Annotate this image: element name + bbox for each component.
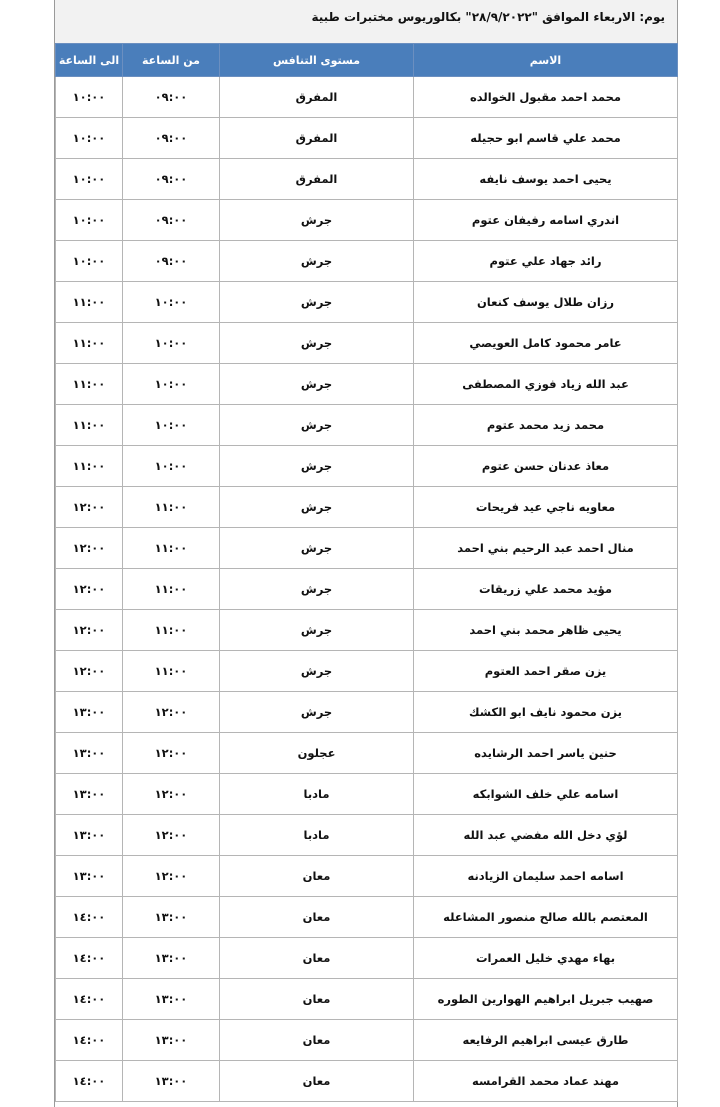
cell-name: محمد علي قاسم ابو حجيله <box>414 118 678 159</box>
cell-from-time: ١١:٠٠ <box>123 528 220 569</box>
cell-level: المفرق <box>220 159 414 200</box>
cell-to-time: ١٢:٠٠ <box>56 528 123 569</box>
table-row <box>56 159 678 200</box>
table-row <box>56 323 678 364</box>
table-row <box>56 1061 678 1102</box>
cell-from-time: ١٠:٠٠ <box>123 282 220 323</box>
cell-level: معان <box>220 1020 414 1061</box>
cell-name: اسامه علي خلف الشوابكه <box>414 774 678 815</box>
cell-to-time: ١٤:٠٠ <box>56 1020 123 1061</box>
table-row <box>56 979 678 1020</box>
cell-from-time: ١٠:٠٠ <box>123 405 220 446</box>
cell-from-time: ٠٩:٠٠ <box>123 118 220 159</box>
cell-level: جرش <box>220 487 414 528</box>
cell-to-time: ١٣:٠٠ <box>56 733 123 774</box>
cell-level: جرش <box>220 528 414 569</box>
table-row <box>56 938 678 979</box>
cell-level: معان <box>220 856 414 897</box>
cell-level: جرش <box>220 610 414 651</box>
cell-name: لؤي دخل الله مفضي عبد الله <box>414 815 678 856</box>
cell-name: رزان طلال يوسف كنعان <box>414 282 678 323</box>
cell-from-time: ١١:٠٠ <box>123 487 220 528</box>
cell-level: المفرق <box>220 118 414 159</box>
cell-from-time: ٠٩:٠٠ <box>123 159 220 200</box>
table-row <box>56 528 678 569</box>
table-row <box>56 856 678 897</box>
table-row <box>56 733 678 774</box>
cell-from-time: ١١:٠٠ <box>123 610 220 651</box>
cell-name: اندري اسامه رفيفان عتوم <box>414 200 678 241</box>
cell-to-time: ١٣:٠٠ <box>56 856 123 897</box>
table-row <box>56 692 678 733</box>
schedule-sheet <box>54 0 678 1107</box>
cell-name: المعتصم بالله صالح منصور المشاعله <box>414 897 678 938</box>
cell-name: طارق عيسى ابراهيم الرفايعه <box>414 1020 678 1061</box>
cell-from-time: ١١:٠٠ <box>123 569 220 610</box>
cell-from-time: ١٠:٠٠ <box>123 446 220 487</box>
table-row <box>56 815 678 856</box>
cell-from-time: ١٢:٠٠ <box>123 692 220 733</box>
cell-level: المفرق <box>220 77 414 118</box>
cell-level: جرش <box>220 446 414 487</box>
cell-level: جرش <box>220 200 414 241</box>
header-level: مستوى التنافس <box>220 44 414 77</box>
cell-level: معان <box>220 938 414 979</box>
cell-from-time: ١٢:٠٠ <box>123 815 220 856</box>
table-row <box>56 118 678 159</box>
cell-name: عبد الله زياد فوزي المصطفى <box>414 364 678 405</box>
cell-to-time: ١١:٠٠ <box>56 323 123 364</box>
cell-to-time: ١٤:٠٠ <box>56 1061 123 1102</box>
cell-to-time: ١٢:٠٠ <box>56 651 123 692</box>
title-row <box>55 0 677 44</box>
cell-from-time: ١٢:٠٠ <box>123 733 220 774</box>
cell-level: جرش <box>220 241 414 282</box>
cell-level: جرش <box>220 364 414 405</box>
cell-from-time: ٠٩:٠٠ <box>123 200 220 241</box>
cell-level: معان <box>220 897 414 938</box>
cell-level: معان <box>220 979 414 1020</box>
cell-from-time: ١٢:٠٠ <box>123 774 220 815</box>
cell-name: معاذ عدنان حسن عتوم <box>414 446 678 487</box>
cell-to-time: ١١:٠٠ <box>56 282 123 323</box>
cell-name: رائد جهاد علي عتوم <box>414 241 678 282</box>
cell-to-time: ١١:٠٠ <box>56 364 123 405</box>
cell-name: صهيب جبريل ابراهيم الهوارين الطوره <box>414 979 678 1020</box>
cell-name: بهاء مهدي خليل العمرات <box>414 938 678 979</box>
table-row <box>56 569 678 610</box>
cell-to-time: ١٢:٠٠ <box>56 610 123 651</box>
cell-from-time: ٠٩:٠٠ <box>123 77 220 118</box>
cell-name: يحيى ظاهر محمد بني احمد <box>414 610 678 651</box>
cell-name: يزن محمود نايف ابو الكشك <box>414 692 678 733</box>
table-row <box>56 1020 678 1061</box>
cell-level: معان <box>220 1061 414 1102</box>
cell-to-time: ١٠:٠٠ <box>56 118 123 159</box>
cell-level: جرش <box>220 692 414 733</box>
table-body <box>56 77 678 1102</box>
table-row <box>56 405 678 446</box>
cell-to-time: ١١:٠٠ <box>56 405 123 446</box>
table-row <box>56 651 678 692</box>
cell-name: منال احمد عبد الرحيم بني احمد <box>414 528 678 569</box>
cell-to-time: ١٠:٠٠ <box>56 159 123 200</box>
cell-level: مادبا <box>220 815 414 856</box>
cell-from-time: ١٠:٠٠ <box>123 323 220 364</box>
cell-name: محمد احمد مقبول الخوالده <box>414 77 678 118</box>
cell-from-time: ١٣:٠٠ <box>123 897 220 938</box>
cell-to-time: ١١:٠٠ <box>56 446 123 487</box>
cell-level: مادبا <box>220 774 414 815</box>
table-row <box>56 487 678 528</box>
header-row <box>56 44 678 77</box>
cell-level: جرش <box>220 569 414 610</box>
cell-to-time: ١٣:٠٠ <box>56 774 123 815</box>
cell-to-time: ١٢:٠٠ <box>56 569 123 610</box>
cell-to-time: ١٠:٠٠ <box>56 241 123 282</box>
cell-to-time: ١٣:٠٠ <box>56 692 123 733</box>
table-row <box>56 446 678 487</box>
cell-level: جرش <box>220 651 414 692</box>
cell-from-time: ١٣:٠٠ <box>123 1061 220 1102</box>
cell-name: يزن صقر احمد العتوم <box>414 651 678 692</box>
cell-name: معاويه ناجي عيد فريحات <box>414 487 678 528</box>
header-to: الى الساعة <box>56 44 123 77</box>
cell-to-time: ١٢:٠٠ <box>56 487 123 528</box>
table-row <box>56 77 678 118</box>
cell-name: مهند عماد محمد القرامسه <box>414 1061 678 1102</box>
cell-from-time: ١٣:٠٠ <box>123 979 220 1020</box>
cell-to-time: ١٣:٠٠ <box>56 815 123 856</box>
cell-name: حنين ياسر احمد الرشايده <box>414 733 678 774</box>
cell-from-time: ١٠:٠٠ <box>123 364 220 405</box>
cell-level: جرش <box>220 282 414 323</box>
table-row <box>56 200 678 241</box>
cell-from-time: ١٢:٠٠ <box>123 856 220 897</box>
cell-from-time: ١٣:٠٠ <box>123 1020 220 1061</box>
header-from: من الساعة <box>123 44 220 77</box>
cell-level: جرش <box>220 405 414 446</box>
cell-name: عامر محمود كامل العويصي <box>414 323 678 364</box>
table-row <box>56 610 678 651</box>
cell-to-time: ١٠:٠٠ <box>56 77 123 118</box>
table-row <box>56 774 678 815</box>
cell-to-time: ١٠:٠٠ <box>56 200 123 241</box>
cell-to-time: ١٤:٠٠ <box>56 897 123 938</box>
cell-name: يحيى احمد يوسف نايفه <box>414 159 678 200</box>
cell-from-time: ١١:٠٠ <box>123 651 220 692</box>
cell-level: عجلون <box>220 733 414 774</box>
cell-name: مؤيد محمد علي زريقات <box>414 569 678 610</box>
table-row <box>56 364 678 405</box>
header-name: الاسم <box>414 44 678 77</box>
cell-from-time: ٠٩:٠٠ <box>123 241 220 282</box>
page-title: يوم: الاربعاء الموافق "٢٨/٩/٢٠٢٢" بكالوريوس مختبرات طبية <box>311 10 665 24</box>
cell-level: جرش <box>220 323 414 364</box>
schedule-table <box>55 43 678 1102</box>
cell-name: اسامه احمد سليمان الزيادنه <box>414 856 678 897</box>
table-row <box>56 897 678 938</box>
cell-name: محمد زيد محمد عتوم <box>414 405 678 446</box>
cell-to-time: ١٤:٠٠ <box>56 979 123 1020</box>
cell-to-time: ١٤:٠٠ <box>56 938 123 979</box>
table-row <box>56 241 678 282</box>
cell-from-time: ١٣:٠٠ <box>123 938 220 979</box>
table-row <box>56 282 678 323</box>
